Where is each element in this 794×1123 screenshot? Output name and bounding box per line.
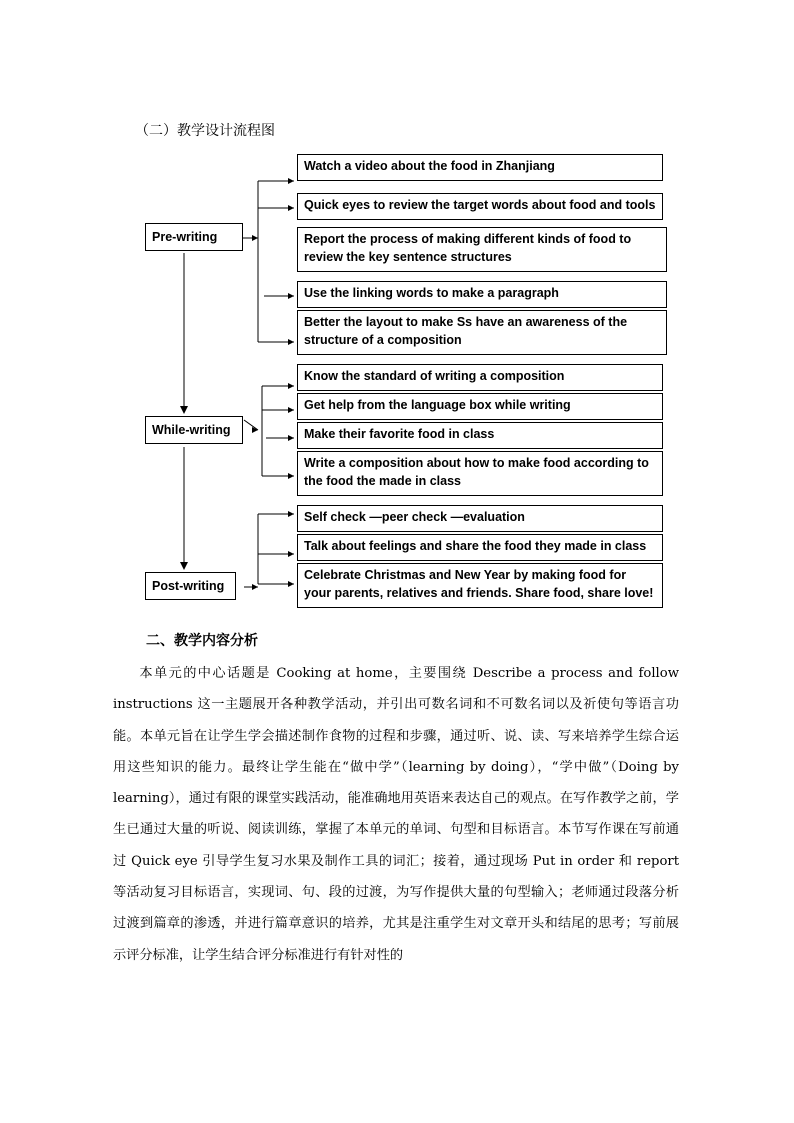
pre-item-linking-words: Use the linking words to make a paragraph <box>297 281 667 308</box>
post-item-celebrate: Celebrate Christmas and New Year by making food for your parents, relatives and friends. Share food, share love! <box>297 563 663 608</box>
pre-item-report: Report the process of making different kinds of food to review the key sentence structures <box>297 227 667 272</box>
while-item-language-box: Get help from the language box while writing <box>297 393 663 420</box>
while-item-standard: Know the standard of writing a composition <box>297 364 663 391</box>
pre-item-video: Watch a video about the food in Zhanjiang <box>297 154 663 181</box>
while-item-favorite-food: Make their favorite food in class <box>297 422 663 449</box>
post-item-feelings: Talk about feelings and share the food they made in class <box>297 534 663 561</box>
post-item-self-check: Self check —peer check —evaluation <box>297 505 663 532</box>
body-paragraph: 本单元的中心话题是 Cooking at home，主要围绕 Describe a process and follow instructions 这一主题展开各种教学活动，并引出可数名词和不可数名词以及祈使句等语言功能。本单元旨在让学生学会描述制作食物的过程和步骤，通过听、说、读、写来培养学生综合运用这些知识的能力。最终让学生能在“做中学”（learning by doing），“学中做”（Doing by learning），通过有限的课堂实践活动，能准确地用英语来表达自己的观点。在写作教学之前，学生已通过大量的听说、阅读训练，掌握了本单元的单词、句型和目标语言。本节写作课在写前通过 Quick eye 引导学生复习水果及制作工具的词汇；接着，通过现场 Put in order 和 report 等活动复习目标语言，实现词、句、段的过渡，为写作提供大量的句型输入；老师通过段落分析过渡到篇章的渗透，并进行篇章意识的培养，尤其是注重学生对文章开头和结尾的思考；写前展示评分标准，让学生结合评分标准进行有针对性的 <box>113 666 679 963</box>
section-heading-content-analysis: 二、教学内容分析 <box>146 633 258 649</box>
section-heading-flowchart: （二）教学设计流程图 <box>135 123 275 139</box>
stage-pre-writing: Pre-writing <box>145 223 243 251</box>
pre-item-layout: Better the layout to make Ss have an awareness of the structure of a composition <box>297 310 667 355</box>
stage-while-writing: While-writing <box>145 416 243 444</box>
stage-post-writing: Post-writing <box>145 572 236 600</box>
while-item-composition: Write a composition about how to make food according to the food the made in class <box>297 451 663 496</box>
pre-item-quick-eyes: Quick eyes to review the target words about food and tools <box>297 193 663 220</box>
